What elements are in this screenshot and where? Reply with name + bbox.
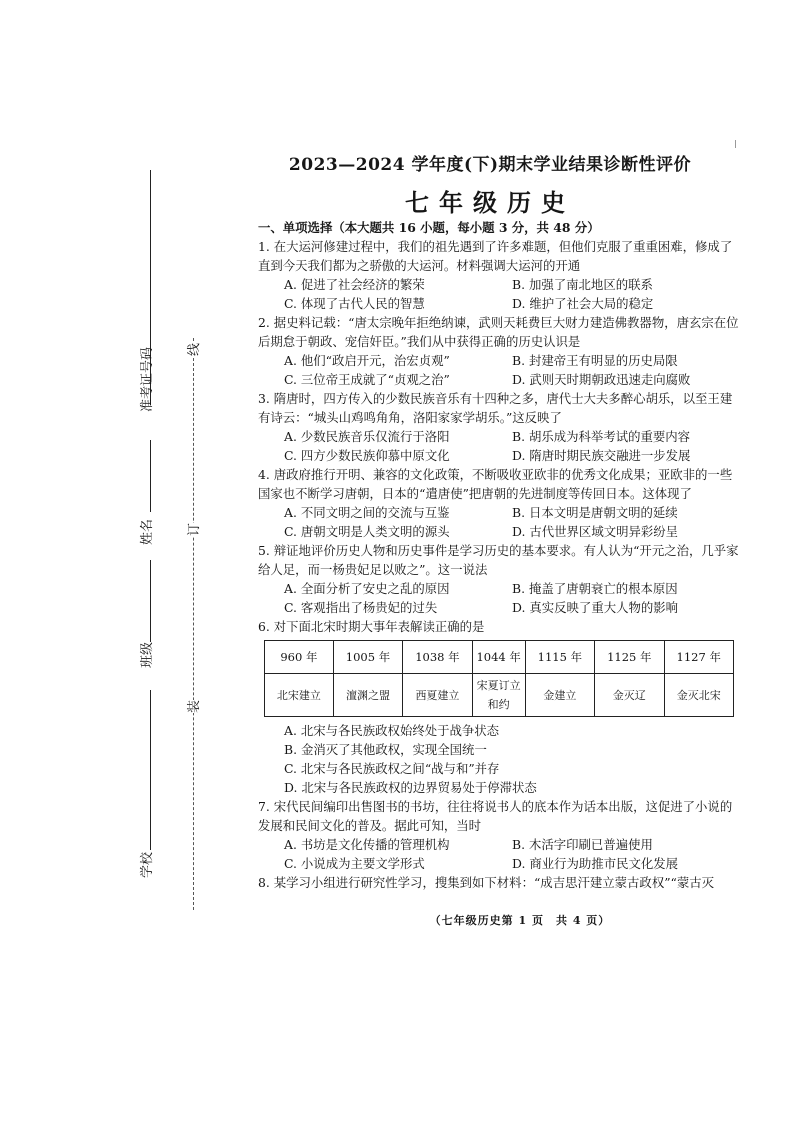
event-cell: 北宋建立 (265, 674, 334, 717)
question-5-stem: 5. 辩证地评价历史人物和历史事件是学习历史的基本要求。有人认为“开元之治，几乎家给人足，而一杨贵妃足以败之”。这一说法 (258, 543, 739, 577)
event-cell: 宋夏订立和约 (472, 674, 525, 717)
question-1-options (258, 275, 740, 313)
year-row (265, 641, 734, 674)
section-heading: 一、单项选择（本大题共 16 小题，每小题 3 分，共 48 分） (258, 220, 600, 235)
page-footer: （七年级历史第 1 页 共 4 页） (429, 914, 611, 927)
year-cell: 1038 年 (403, 641, 472, 674)
chronology-table (264, 640, 734, 717)
field-label-name: 姓名 (140, 518, 155, 545)
binding-mark-xian: 线 (181, 343, 204, 356)
year-cell: 1125 年 (595, 641, 664, 674)
question-7-stem: 7. 宋代民间编印出售图书的书坊，往往将说书人的底本作为话本出版，这促进了小说的发展和民间文化的普及。据此可知，当时 (258, 799, 733, 833)
event-cell: 金灭北宋 (664, 674, 734, 717)
option-b: B. 金消灭了其他政权，实现全国统一 (284, 742, 487, 757)
option-c: C. 三位帝王成就了“贞观之治” (284, 372, 450, 387)
event-cell: 金建立 (525, 674, 594, 717)
option-c: C. 唐朝文明是人类文明的源头 (284, 524, 450, 539)
option-c: C. 北宋与各民族政权之间“战与和”并存 (284, 761, 500, 776)
option-d: D. 古代世界区域文明异彩纷呈 (512, 524, 679, 539)
option-a: A. 促进了社会经济的繁荣 (284, 277, 425, 292)
question-4-options (258, 503, 740, 541)
option-a: A. 少数民族音乐仅流行于洛阳 (284, 429, 450, 444)
option-c: C. 小说成为主要文学形式 (284, 856, 425, 871)
option-a: A. 他们“政启开元，治宏贞观” (284, 353, 450, 368)
binding-dashed-line (193, 338, 194, 910)
scan-mark (735, 140, 736, 148)
field-label-exam-number: 准考证号码 (140, 346, 155, 412)
option-a: A. 全面分析了安史之乱的原因 (284, 581, 450, 596)
event-cell: 西夏建立 (403, 674, 472, 717)
subject-title: 七年级历史 (405, 188, 575, 217)
binding-mark-zhuang: 装 (181, 700, 204, 713)
year-cell: 1127 年 (664, 641, 734, 674)
question-4-stem: 4. 唐政府推行开明、兼容的文化政策，不断吸收亚欧非的优秀文化成果；亚欧非的一些国家也不断学习唐朝，日本的“遣唐使”把唐朝的先进制度等传回日本。这体现了 (258, 467, 733, 501)
option-d: D. 北宋与各民族政权的边界贸易处于停滞状态 (284, 780, 537, 795)
question-2-options (258, 351, 740, 389)
field-label-class: 班级 (140, 641, 155, 668)
option-d: D. 隋唐时期民族交融进一步发展 (512, 448, 691, 463)
option-b: B. 掩盖了唐朝衰亡的根本原因 (512, 581, 678, 596)
question-area (258, 218, 740, 892)
field-line-name (150, 440, 163, 512)
exam-title: 2023—2024 学年度(下)期末学业结果诊断性评价 (288, 155, 692, 175)
question-7-options (258, 835, 740, 873)
option-a: A. 北宋与各民族政权始终处于战争状态 (284, 723, 500, 738)
option-b: B. 胡乐成为科举考试的重要内容 (512, 429, 691, 444)
option-b: B. 封建帝王有明显的历史局限 (512, 353, 678, 368)
option-d: D. 真实反映了重大人物的影响 (512, 600, 679, 615)
year-cell: 1005 年 (333, 641, 402, 674)
option-b: B. 日本文明是唐朝文明的延续 (512, 505, 678, 520)
question-8-stem: 8. 某学习小组进行研究性学习，搜集到如下材料：“成吉思汗建立蒙古政权”“蒙古灭 (258, 875, 715, 890)
option-c: C. 客观指出了杨贵妃的过失 (284, 600, 438, 615)
option-d: D. 武则天时期朝政迅速走向腐败 (512, 372, 691, 387)
field-line-school (150, 690, 163, 850)
option-b: B. 加强了南北地区的联系 (512, 277, 653, 292)
field-label-school: 学校 (140, 851, 155, 878)
question-6-stem: 6. 对下面北宋时期大事年表解读正确的是 (258, 619, 485, 634)
question-1-stem: 1. 在大运河修建过程中，我们的祖先遇到了许多难题，但他们克服了重重困难，修成了直到今天我们都为之骄傲的大运河。材料强调大运河的开通 (258, 239, 733, 273)
option-a: A. 不同文明之间的交流与互鉴 (284, 505, 450, 520)
option-d: D. 商业行为助推市民文化发展 (512, 856, 679, 871)
question-5-options (258, 579, 740, 617)
event-row (265, 674, 734, 717)
event-cell: 澶渊之盟 (333, 674, 402, 717)
event-cell: 金灭辽 (595, 674, 664, 717)
year-cell: 1044 年 (472, 641, 525, 674)
year-cell: 1115 年 (525, 641, 594, 674)
option-c: C. 四方少数民族仰慕中原文化 (284, 448, 450, 463)
field-line-class (150, 560, 163, 642)
year-cell: 960 年 (265, 641, 334, 674)
question-3-options (258, 427, 740, 465)
question-3-stem: 3. 隋唐时，四方传入的少数民族音乐有十四种之多，唐代士大夫多醉心胡乐，以至王建有诗云：“城头山鸡鸣角角，洛阳家家学胡乐。”这反映了 (258, 391, 733, 425)
question-6-options (258, 721, 740, 797)
option-d: D. 维护了社会大局的稳定 (512, 296, 654, 311)
binding-mark-ding: 订 (181, 523, 204, 536)
option-b: B. 木活字印刷已普遍使用 (512, 837, 653, 852)
question-2-stem: 2. 据史料记载：“唐太宗晚年拒绝纳谏，武则天耗费巨大财力建造佛教器物，唐玄宗在位后期怠于朝政、宠信奸臣。”我们从中获得正确的历史认识是 (258, 315, 739, 349)
option-c: C. 体现了古代人民的智慧 (284, 296, 425, 311)
option-a: A. 书坊是文化传播的管理机构 (284, 837, 450, 852)
